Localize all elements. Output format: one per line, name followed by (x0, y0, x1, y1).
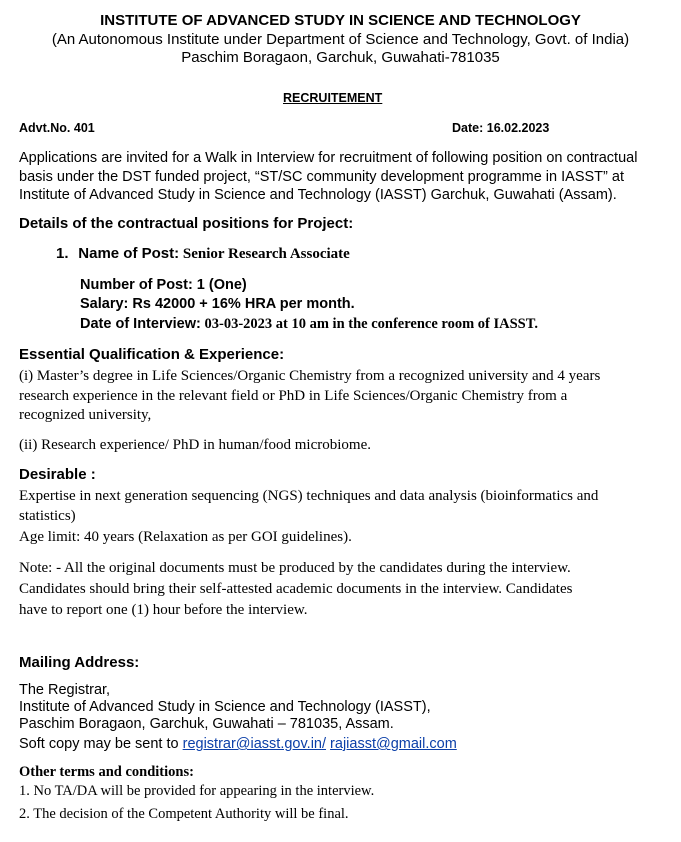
essential-item2: (ii) Research experience/ PhD in human/food microbiome. (19, 437, 371, 453)
intro-line-1: Applications are invited for a Walk in Interview for recruitment of following position on contractual (19, 150, 638, 166)
institute-name: INSTITUTE OF ADVANCED STUDY IN SCIENCE AND TECHNOLOGY (100, 12, 581, 29)
details-heading: Details of the contractual positions for Project: (19, 215, 354, 232)
mailing-line1: The Registrar, (19, 682, 111, 698)
softcopy-label: Soft copy may be sent to (19, 736, 179, 752)
date-label: Date: (452, 121, 484, 135)
softcopy-line (19, 736, 457, 752)
note-line1: Note: - All the original documents must be produced by the candidates during the interview. (19, 560, 571, 576)
email-link-rajiasst[interactable]: rajiasst@gmail.com (330, 736, 457, 752)
advt-value: 401 (73, 121, 95, 135)
mailing-heading: Mailing Address: (19, 654, 140, 671)
post-name: Senior Research Associate (182, 246, 350, 262)
desirable-heading: Desirable : (19, 466, 96, 483)
post-number: 1. (56, 245, 69, 262)
intro-line-3: Institute of Advanced Study in Science and Technology (IASST) Garchuk, Guwahati (Assam). (19, 187, 617, 203)
advt-label: Advt.No. (19, 121, 71, 135)
intro-line-2: basis under the DST funded project, “ST/SC community development programme in IASST” at (19, 169, 624, 185)
note-line3: have to report one (1) hour before the interview. (19, 602, 308, 618)
email-link-registrar[interactable]: registrar@iasst.gov.in/ (182, 736, 327, 752)
age-limit: Age limit: 40 years (Relaxation as per GOI guidelines). (19, 529, 352, 545)
post-item (56, 245, 350, 263)
interview-label: Date of Interview: (80, 316, 201, 332)
interview-date (80, 316, 538, 333)
notice-date (452, 121, 549, 135)
essential-heading: Essential Qualification & Experience: (19, 346, 285, 363)
date-value: 16.02.2023 (486, 121, 550, 135)
post-count: Number of Post: 1 (One) (80, 277, 247, 293)
institute-subtitle: (An Autonomous Institute under Department of Science and Technology, Govt. of India) (51, 31, 630, 48)
note-line2: Candidates should bring their self-attested academic documents in the interview. Candidates (19, 581, 573, 597)
essential-item1-line3: recognized university, (19, 407, 152, 423)
terms-item2: 2. The decision of the Competent Authority will be final. (19, 806, 349, 822)
post-name-label: Name of Post: (78, 245, 180, 262)
notice-heading: RECRUITEMENT (283, 91, 383, 105)
post-salary: Salary: Rs 42000 + 16% HRA per month. (80, 296, 355, 312)
desirable-line2: statistics) (19, 508, 76, 524)
terms-item1: 1. No TA/DA will be provided for appearing in the interview. (19, 783, 375, 799)
advt-number (19, 121, 95, 135)
essential-item1-line2: research experience in the relevant field or PhD in Life Sciences/Organic Chemistry from a (19, 388, 568, 404)
mailing-line2: Institute of Advanced Study in Science and Technology (IASST), (19, 699, 431, 715)
desirable-line1: Expertise in next generation sequencing (NGS) techniques and data analysis (bioinformatics and (19, 488, 599, 504)
institute-address: Paschim Boragaon, Garchuk, Guwahati-781035 (181, 49, 500, 66)
mailing-line3: Paschim Boragaon, Garchuk, Guwahati – 781035, Assam. (19, 716, 394, 732)
essential-item1-line1: (i) Master’s degree in Life Sciences/Organic Chemistry from a recognized university and 4 years (19, 368, 601, 384)
terms-heading: Other terms and conditions: (19, 764, 194, 780)
interview-value: 03-03-2023 at 10 am in the conference room of IASST. (204, 316, 538, 332)
